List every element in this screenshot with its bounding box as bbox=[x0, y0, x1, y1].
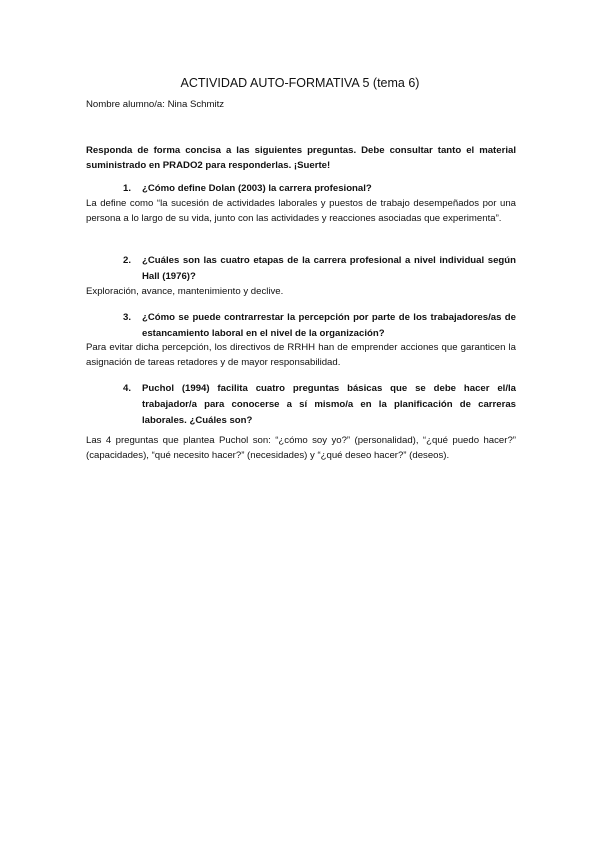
question-number: 3. bbox=[123, 312, 132, 323]
question-text: ¿Cómo define Dolan (2003) la carrera profesional? bbox=[142, 183, 372, 194]
answer-3: Para evitar dicha percepción, los directivos de RRHH han de emprender acciones que garanticen la asignación de tareas retadores y de mayor responsabilidad. bbox=[86, 342, 516, 368]
question-2 bbox=[123, 253, 516, 285]
question-number: 1. bbox=[123, 183, 132, 194]
answer-2: Exploración, avance, mantenimiento y declive. bbox=[86, 286, 284, 297]
question-1 bbox=[123, 181, 516, 197]
document-title: ACTIVIDAD AUTO-FORMATIVA 5 (tema 6) bbox=[180, 76, 420, 90]
question-number: 4. bbox=[123, 383, 132, 394]
question-text: Puchol (1994) facilita cuatro preguntas básicas que se debe hacer el/la trabajador/a para conocerse a sí mismo/a en la planificación de carreras laborales. ¿Cuáles son? bbox=[142, 383, 516, 426]
question-number: 2. bbox=[123, 255, 132, 266]
answer-4: Las 4 preguntas que plantea Puchol son: “¿cómo soy yo?” (personalidad), “¿qué puedo hacer?” (capacidades), “qué necesito hacer?” (necesidades) y “¿qué deseo hacer?” (deseos). bbox=[86, 435, 516, 461]
question-text: ¿Cómo se puede contrarrestar la percepción por parte de los trabajadores/as de estancamiento laboral en el nivel de la organización? bbox=[142, 312, 516, 339]
student-name-line: Nombre alumno/a: Nina Schmitz bbox=[86, 99, 225, 110]
question-text: ¿Cuáles son las cuatro etapas de la carrera profesional a nivel individual según Hall (1976)? bbox=[142, 255, 516, 282]
question-4 bbox=[123, 381, 516, 429]
question-3 bbox=[123, 310, 516, 342]
answer-1: La define como “la sucesión de actividades laborales y puestos de trabajo desempeñados por una persona a lo largo de su vida, junto con las actividades y reacciones asociadas que experimenta”. bbox=[86, 198, 516, 224]
instructions: Responda de forma concisa a las siguientes preguntas. Debe consultar tanto el material suministrado en PRADO2 para responderlas. ¡Suerte! bbox=[86, 145, 516, 171]
